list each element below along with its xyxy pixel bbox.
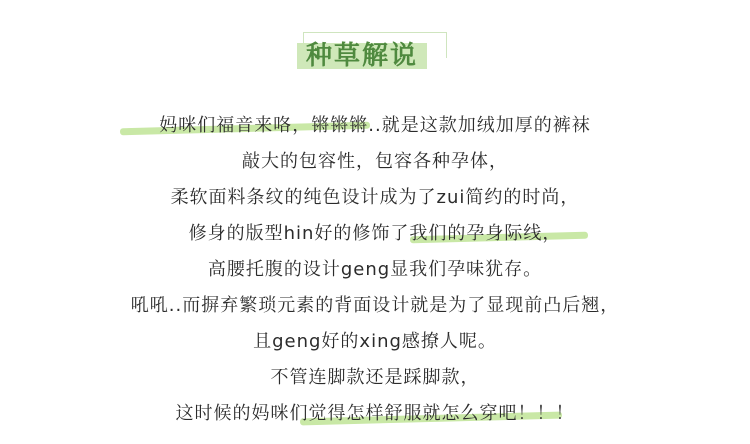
text-line	[0, 324, 750, 360]
text-line	[0, 108, 750, 144]
description-text	[0, 108, 750, 432]
text-line-content: 妈咪们福音来咯，锵锵锵..就是这款加绒加厚的裤袜	[159, 115, 591, 136]
text-line	[0, 252, 750, 288]
text-line-content: 高腰托腹的设计geng显我们孕味犹存。	[207, 259, 543, 280]
text-line	[0, 180, 750, 216]
text-line	[0, 396, 750, 432]
text-line-content: 且geng好的xing感撩人呢。	[253, 331, 497, 352]
text-line-content: 这时候的妈咪们觉得怎样舒服就怎么穿吧！！！	[175, 403, 575, 424]
text-line-content: 敲大的包容性，包容各种孕体，	[242, 151, 508, 172]
text-line	[0, 360, 750, 396]
text-line-content: 不管连脚款还是踩脚款，	[270, 367, 480, 388]
text-line-content: 修身的版型hin好的修饰了我们的孕身际线，	[188, 223, 562, 244]
text-line	[0, 144, 750, 180]
section-title-text: 种草解说	[305, 41, 418, 71]
section-title	[297, 32, 449, 78]
text-line-content: 柔软面料条纹的纯色设计成为了zui简约的时尚，	[170, 187, 580, 208]
text-line-content: 吼吼..而摒弃繁琐元素的背面设计就是为了显现前凸后翘，	[130, 295, 620, 316]
text-line	[0, 288, 750, 324]
text-line	[0, 216, 750, 252]
